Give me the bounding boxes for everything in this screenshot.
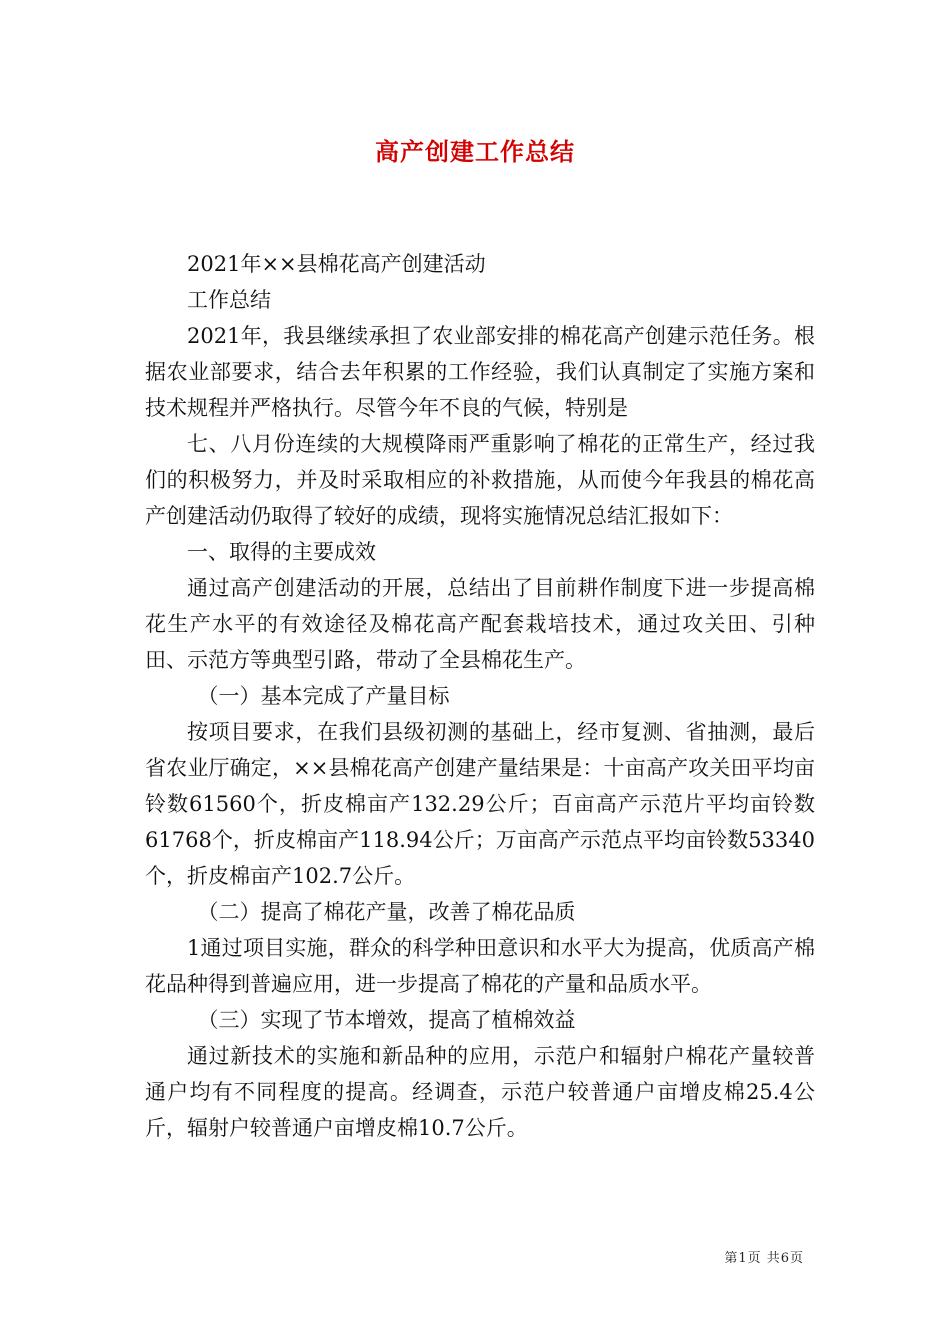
document-body — [145, 246, 815, 1146]
paragraph-heading-line: 2021年××县棉花高产创建活动 — [187, 252, 486, 276]
paragraph-achievements: 通过高产创建活动的开展，总结出了目前耕作制度下进一步提高棉花生产水平的有效途径及棉花高产配套栽培技术，通过攻关田、引种田、示范方等典型引路，带动了全县棉花生产。 — [145, 576, 815, 672]
paragraph-intro: 2021年，我县继续承担了农业部安排的棉花高产创建示范任务。根据农业部要求，结合去年积累的工作经验，我们认真制定了实施方案和技术规程并严格执行。尽管今年不良的气候，特别是 — [145, 324, 815, 420]
paragraph-yield-results: 按项目要求，在我们县级初测的基础上，经市复测、省抽测，最后省农业厅确定，××县棉花高产创建产量结果是：十亩高产攻关田平均亩铃数61560个，折皮棉亩产132.29公斤；百亩高产示范片平均亩铃数61768个，折皮棉亩产118.94公斤；万亩高产示范点平均亩铃数53340个，折皮棉亩产102.7公斤。 — [145, 720, 815, 888]
paragraph-subtitle-line: 工作总结 — [187, 288, 271, 312]
paragraph-weather: 七、八月份连续的大规模降雨严重影响了棉花的正常生产，经过我们的积极努力，并及时采取相应的补救措施，从而使今年我县的棉花高产创建活动仍取得了较好的成绩，现将实施情况总结汇报如下： — [145, 432, 815, 528]
subsection-heading-3: （三）实现了节本增效，提高了植棉效益 — [197, 1008, 576, 1032]
subsection-heading-1: （一）基本完成了产量目标 — [197, 684, 450, 708]
subsection-heading-2: （二）提高了棉花产量，改善了棉花品质 — [197, 900, 576, 924]
section-heading-1: 一、取得的主要成效 — [187, 540, 376, 564]
paragraph-quality: 1通过项目实施，群众的科学种田意识和水平大为提高，优质高产棉花品种得到普遍应用，进一步提高了棉花的产量和品质水平。 — [145, 936, 815, 996]
document-title: 高产创建工作总结 — [375, 137, 575, 166]
paragraph-efficiency: 通过新技术的实施和新品种的应用，示范户和辐射户棉花产量较普通户均有不同程度的提高。经调查，示范户较普通户亩增皮棉25.4公斤，辐射户较普通户亩增皮棉10.7公斤。 — [145, 1044, 815, 1140]
page-number-footer: 第1页 共6页 — [724, 1251, 804, 1266]
